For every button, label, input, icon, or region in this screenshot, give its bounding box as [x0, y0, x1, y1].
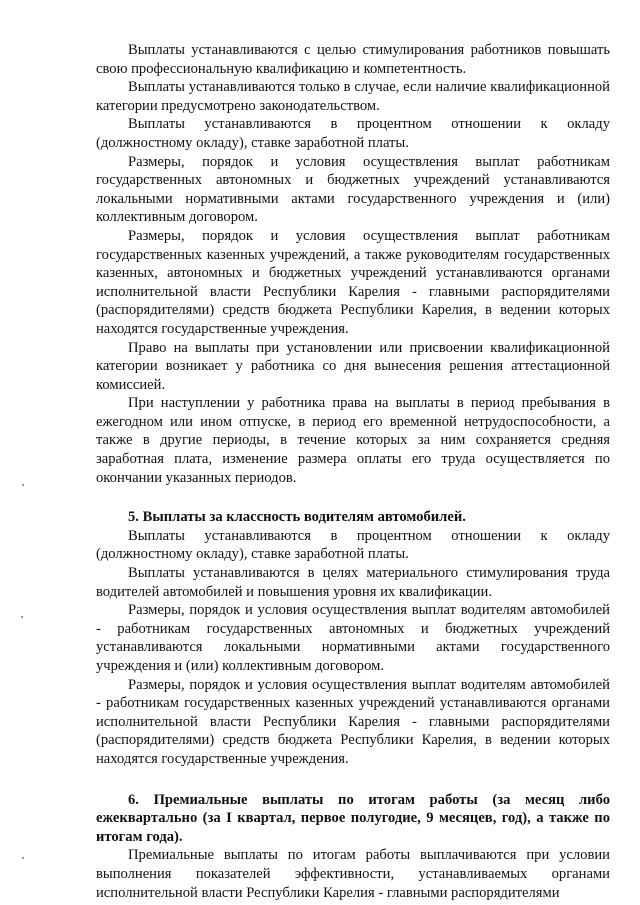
section-6-heading: 6. Премиальные выплаты по итогам работы (за месяц либо ежеквартально (за I квартал, первое полугодие, 9 месяцев, год), а также по итогам года). — [96, 791, 610, 845]
section-spacer — [96, 487, 610, 508]
document-page — [96, 41, 610, 902]
paragraph: Размеры, порядок и условия осуществления выплат водителям автомобилей - работникам государственных автономных и бюджетных учреждений устанавливаются локальными нормативными актами государственного учреждения и (или) коллективным договором. — [96, 602, 610, 674]
paragraph: Выплаты устанавливаются только в случае, если наличие квалификационной категории предусмотрено законодательством. — [96, 79, 610, 114]
paragraph: Выплаты устанавливаются в процентном отношении к окладу (должностному окладу), ставке заработной платы. — [96, 527, 610, 563]
paragraph: При наступлении у работника права на выплаты в период пребывания в ежегодном или ином отпуске, в период его временной нетрудоспособности, а также в другие периоды, в течение которых за ним сохраняется средняя заработная плата, изменение размера оплаты его труда осуществляется по окончании указанных периодов. — [96, 395, 610, 486]
scan-speck — [22, 857, 24, 859]
scan-speck — [21, 616, 23, 618]
section-5-heading: 5. Выплаты за классность водителям автомобилей. — [128, 509, 466, 526]
paragraph: Размеры, порядок и условия осуществления выплат работникам государственных казенных учреждений, а также руководителям государственных казенных, автономных и бюджетных учреждений устанавливаются органами исполнительной власти Республики Карелия - главными распорядителями (распорядителями) средств бюджета Республики Карелия, в ведении которых находятся государственные учреждения. — [96, 227, 610, 337]
paragraph: Выплаты устанавливаются в процентном отношении к окладу (должностному окладу), ставке заработной платы. — [96, 116, 610, 151]
paragraph: Размеры, порядок и условия осуществления выплат водителям автомобилей - работникам государственных казенных учреждений устанавливаются органами исполнительной власти Республики Карелия - главными распорядителями (распорядителями) средств бюджета Республики Карелия, в ведении которых находятся государственные учреждения. — [96, 676, 610, 767]
paragraph: Право на выплаты при установлении или присвоении квалификационной категории возникает у работника со дня вынесения решения аттестационной комиссией. — [96, 339, 610, 393]
paragraph: Выплаты устанавливаются с целью стимулирования работников повышать свою профессиональную квалификацию и компетентность. — [96, 42, 610, 77]
section-spacer — [96, 769, 610, 791]
paragraph: Выплаты устанавливаются в целях материального стимулирования труда водителей автомобилей и повышения уровня их квалификации. — [96, 565, 610, 600]
paragraph: Премиальные выплаты по итогам работы выплачиваются при условии выполнения показателей эффективности, устанавливаемых органами исполнительной власти Республики Карелия - главными распорядителями — [96, 847, 610, 901]
scan-speck — [22, 484, 24, 486]
paragraph: Размеры, порядок и условия осуществления выплат работникам государственных автономных и бюджетных учреждений устанавливаются локальными нормативными актами государственного учреждения и (или) коллективным договором. — [96, 153, 610, 226]
